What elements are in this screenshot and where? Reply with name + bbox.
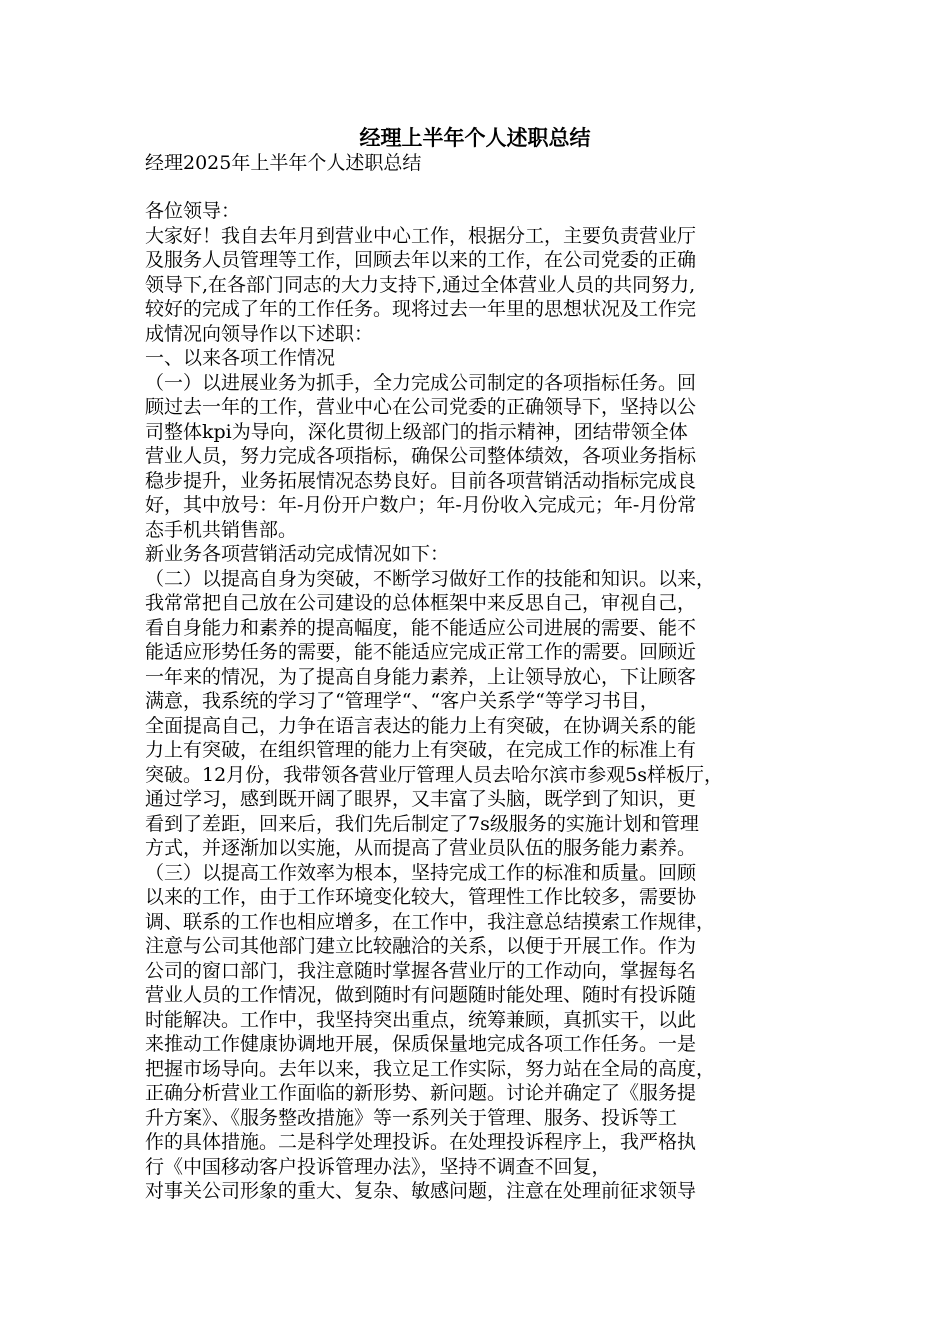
text-line: 对事关公司形象的重大、复杂、敏感问题，注意在处理前征求领导 <box>145 1180 697 1202</box>
text-line: 时能解决。工作中，我坚持突出重点，统筹兼顾，真抓实干，以此 <box>145 1008 697 1031</box>
text-line: 来推动工作健康协调地开展，保质保量地完成各项工作任务。一是 <box>145 1033 697 1055</box>
text-line: 营业人员的工作情况，做到随时有问题随时能处理、随时有投诉随 <box>145 984 697 1006</box>
text-line: （三）以提高工作效率为根本，坚持完成工作的标准和质量。回顾 <box>145 861 697 884</box>
text-line: 满意，我系统的学习了“管理学“、“客户关系学“等学习书目， <box>145 690 659 712</box>
text-line: 较好的完成了年的工作任务。现将过去一年里的思想状况及工作完 <box>145 298 697 320</box>
document-title: 经理上半年个人述职总结 <box>359 125 591 150</box>
text-line: 通过学习，感到既开阔了眼界，又丰富了头脑，既学到了知识，更 <box>145 788 697 810</box>
text-line: 升方案》、《服务整改措施》等一系列关于管理、服务、投诉等工 <box>145 1106 678 1129</box>
text-line: 正确分析营业工作面临的新形势、新问题。讨论并确定了《服务提 <box>145 1082 697 1104</box>
text-line: 大家好！我自去年月到营业中心工作，根据分工，主要负责营业厅 <box>145 224 697 247</box>
text-line: 新业务各项营销活动完成情况如下： <box>145 543 450 565</box>
text-line: 看到了差距，回来后，我们先后制定了7s级服务的实施计划和管理 <box>145 812 699 835</box>
text-line: 调、联系的工作也相应增多，在工作中，我注意总结摸索工作规律， <box>145 910 716 933</box>
text-line: 作的具体措施。二是科学处理投诉。在处理投诉程序上，我严格执 <box>145 1131 697 1153</box>
text-line: 各位领导： <box>145 200 241 222</box>
text-line: 注意与公司其他部门建立比较融洽的关系，以便于开展工作。作为 <box>145 935 697 957</box>
text-line: 顾过去一年的工作，营业中心在公司党委的正确领导下，坚持以公 <box>145 396 697 418</box>
document-body <box>145 199 825 1204</box>
text-line: 一、以来各项工作情况 <box>145 347 336 369</box>
text-line: 领导下,在各部门同志的大力支持下,通过全体营业人员的共同努力, <box>145 273 696 296</box>
text-line: 及服务人员管理等工作，回顾去年以来的工作，在公司党委的正确 <box>145 249 697 271</box>
text-line: 看自身能力和素养的提高幅度，能不能适应公司进展的需要、能不 <box>145 616 697 639</box>
text-line: 营业人员，努力完成各项指标，确保公司整体绩效，各项业务指标 <box>145 445 697 467</box>
text-line: （二）以提高自身为突破，不断学习做好工作的技能和知识。以来， <box>145 567 716 590</box>
text-line: 我常常把自己放在公司建设的总体框架中来反思自己，审视自己， <box>145 592 697 614</box>
text-line: 行《中国移动客户投诉管理办法》，坚持不调查不回复， <box>145 1155 611 1178</box>
text-line: 公司的窗口部门，我注意随时掌握各营业厅的工作动向，掌握每名 <box>145 959 697 982</box>
text-line: 态手机共销售部。 <box>145 518 298 541</box>
text-line: 成情况向领导作以下述职： <box>145 322 374 345</box>
text-line: 力上有突破，在组织管理的能力上有突破，在完成工作的标准上有 <box>145 739 697 761</box>
text-line: 方式，并逐渐加以实施，从而提高了营业员队伍的服务能力素养。 <box>145 837 697 859</box>
text-line: 以来的工作，由于工作环境变化较大，管理性工作比较多，需要协 <box>145 886 697 908</box>
text-line: 能适应形势任务的需要，能不能适应完成正常工作的需要。回顾近 <box>145 641 697 663</box>
text-line: 突破。12月份，我带领各营业厅管理人员去哈尔滨市参观5s样板厅， <box>145 763 724 786</box>
text-line: 全面提高自己，力争在语言表达的能力上有突破，在协调关系的能 <box>145 714 697 737</box>
text-line: 一年来的情况，为了提高自身能力素养，上让领导放心，下让顾客 <box>145 665 697 688</box>
text-line: 好，其中放号：年-月份开户数户；年-月份收入完成元；年-月份常 <box>145 494 697 516</box>
text-line: （一）以进展业务为抓手，全力完成公司制定的各项指标任务。回 <box>145 371 697 394</box>
text-line: 稳步提升，业务拓展情况态势良好。目前各项营销活动指标完成良 <box>145 469 697 492</box>
text-line: 把握市场导向。去年以来，我立足工作实际，努力站在全局的高度， <box>145 1057 716 1080</box>
document-subtitle: 经理2025年上半年个人述职总结 <box>145 152 422 174</box>
text-line: 司整体kpi为导向，深化贯彻上级部门的指示精神，团结带领全体 <box>145 420 688 443</box>
